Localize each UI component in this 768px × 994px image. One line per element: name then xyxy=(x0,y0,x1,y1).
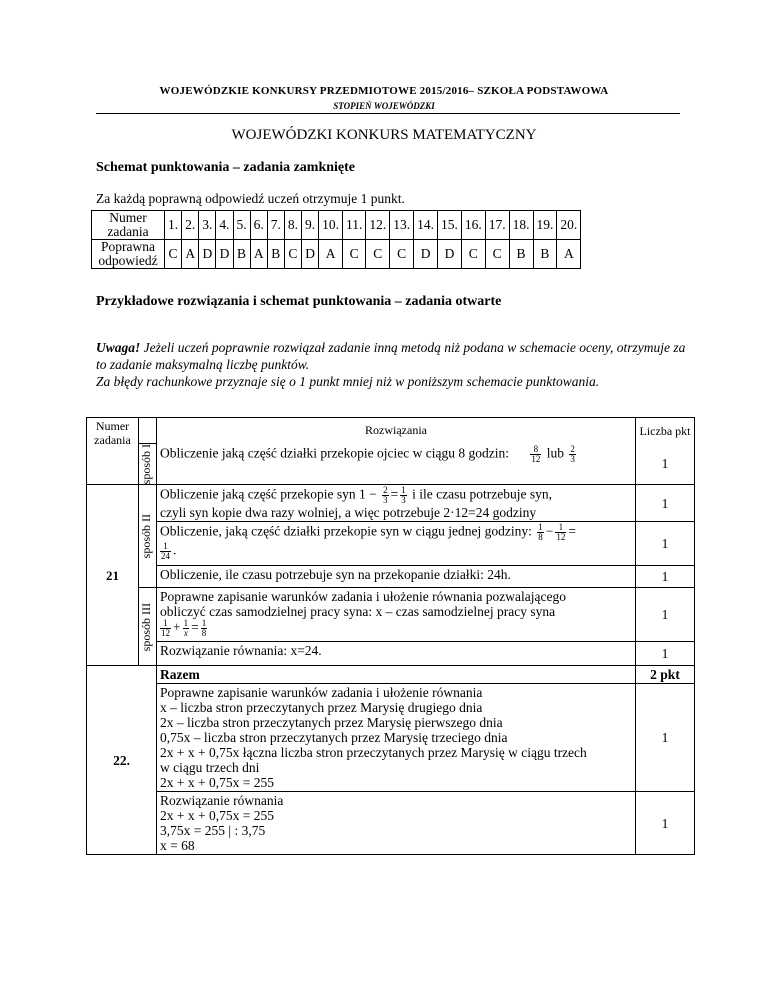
answer-cell: C xyxy=(461,240,485,269)
row-3-pts: 1 xyxy=(636,522,695,566)
task-22-part-b-pts: 1 xyxy=(636,792,695,855)
solution-line: 3,75x = 255 | : 3,75 xyxy=(160,823,266,839)
task-number-cell: 17. xyxy=(485,211,509,240)
answer-cell: C xyxy=(366,240,390,269)
way1-cell xyxy=(139,444,157,485)
solution-line: x – liczba stron przeczytanych przez Marysię drugiego dnia xyxy=(160,700,483,716)
task-number-cell: 19. xyxy=(533,211,557,240)
answer-cell: A xyxy=(319,240,343,269)
task-number-cell: 12. xyxy=(366,211,390,240)
row-4-pts: 1 xyxy=(636,566,695,588)
task-number-cell: 5. xyxy=(233,211,250,240)
page-title: WOJEWÓDZKI KONKURS MATEMATYCZNY xyxy=(231,127,537,143)
task-22-num: 22. xyxy=(87,666,157,855)
task-number-cell: 10. xyxy=(319,211,343,240)
answer-cell: B xyxy=(509,240,533,269)
row-3: Obliczenie, jaką część działki przekopie syn w ciągu jednej godziny: $\frac{1}{8}$ − $\frac{1}{12}$ = $\frac{1}{24}$ . xyxy=(157,522,636,566)
answer-table xyxy=(91,210,581,269)
task-number-cell: 11. xyxy=(343,211,366,240)
answer-cell: B xyxy=(233,240,250,269)
open-note xyxy=(96,339,696,390)
way3-label: sposób III xyxy=(139,602,153,651)
way1-label: sposób I xyxy=(139,444,153,485)
note-text-1: Jeżeli uczeń poprawnie rozwiązał zadanie inną metodą niż podana w schemacie oceny, otrzymuje za to zadanie maksymalną liczbę punktów. xyxy=(96,340,686,372)
solutions-table xyxy=(86,417,695,855)
solution-line: x = 68 xyxy=(160,838,195,854)
answer-cell: C xyxy=(343,240,366,269)
row-5: Poprawne zapisanie warunków zadania i ułożenie równania pozwalającego obliczyć czas samodzielnej pracy syna: x – czas samodzielnej pracy syna $\frac{1}{12}$ + $\frac{1}{x}$ = $\frac{1}{8}$ xyxy=(157,588,636,642)
solution-line: 2x – liczba stron przeczytanych przez Marysię pierwszego dnia xyxy=(160,715,503,731)
answer-cell: C xyxy=(165,240,182,269)
row-2: Obliczenie jaką część przekopie syn 1 − $\frac{2}{3}$ = $\frac{1}{3}$ i ile czasu potrzebuje syn, czyli syn kopie dwa razy wolniej, a więc potrzebuje 2·12=24 godziny xyxy=(157,485,636,522)
header-line-2: STOPIEŃ WOJEWÓDZKI xyxy=(333,101,435,111)
solution-line: 2x + x + 0,75x = 255 xyxy=(160,808,274,824)
note-label: Uwaga! xyxy=(96,340,141,355)
row-5-pts: 1 xyxy=(636,588,695,642)
answer-cell: B xyxy=(267,240,284,269)
task-22-part-b xyxy=(157,792,636,855)
row-1-pts: 1 xyxy=(636,444,695,485)
solution-line: Rozwiązanie równania xyxy=(160,793,284,809)
total-pts: 2 pkt xyxy=(636,666,695,684)
label-num: Numer zadania xyxy=(92,211,165,240)
task-number-cell: 14. xyxy=(414,211,438,240)
task-number-cell: 8. xyxy=(284,211,301,240)
task-number-cell: 18. xyxy=(509,211,533,240)
task-number-cell: 9. xyxy=(302,211,319,240)
task-22-part-a-pts: 1 xyxy=(636,684,695,792)
solution-line: 2x + x + 0,75x łączna liczba stron przeczytanych przez Marysię w ciągu trzech xyxy=(160,745,587,761)
header-rule xyxy=(96,113,680,114)
answer-cell: B xyxy=(533,240,557,269)
row-6-pts: 1 xyxy=(636,642,695,666)
task-22-part-a xyxy=(157,684,636,792)
answer-cell: A xyxy=(250,240,267,269)
task-21-num: 21 xyxy=(87,485,139,666)
answer-cell: A xyxy=(182,240,199,269)
row-4: Obliczenie, ile czasu potrzebuje syn na przekopanie działki: 24h. xyxy=(157,566,636,588)
way2-label: sposób II xyxy=(139,514,153,559)
answer-cell: C xyxy=(390,240,414,269)
task-number-cell: 15. xyxy=(438,211,462,240)
answer-cell: C xyxy=(485,240,509,269)
row-1: Obliczenie jaką część działki przekopie ojciec w ciągu 8 godzin: $\frac{8}{12}$ lub $\frac{2}{3}$ xyxy=(157,444,636,485)
answer-cell: C xyxy=(284,240,301,269)
answer-cell: D xyxy=(438,240,462,269)
answer-cell: D xyxy=(302,240,319,269)
label-ans: Poprawna odpowiedź xyxy=(92,240,165,269)
task-number-cell: 3. xyxy=(199,211,216,240)
note-text-2: Za błędy rachunkowe przyznaje się o 1 punkt mniej niż w poniższym schemacie punktowania. xyxy=(96,374,600,389)
solution-line: Poprawne zapisanie warunków zadania i ułożenie równania xyxy=(160,685,483,701)
task-number-cell: 1. xyxy=(165,211,182,240)
answer-cell: D xyxy=(199,240,216,269)
task-number-cell: 7. xyxy=(267,211,284,240)
total-label: Razem xyxy=(157,666,636,684)
answer-cell: D xyxy=(216,240,233,269)
task-number-cell: 16. xyxy=(461,211,485,240)
header-line-1: WOJEWÓDZKIE KONKURSY PRZEDMIOTOWE 2015/2016– SZKOŁA PODSTAWOWA xyxy=(159,85,609,97)
row-2-pts: 1 xyxy=(636,485,695,522)
way2-cell xyxy=(139,485,157,588)
task-number-cell: 6. xyxy=(250,211,267,240)
solution-line: w ciągu trzech dni xyxy=(160,760,260,776)
task-number-cell: 13. xyxy=(390,211,414,240)
answer-cell: A xyxy=(557,240,581,269)
col-sol-header: Rozwiązania xyxy=(157,418,636,444)
answer-cell: D xyxy=(414,240,438,269)
col-pts-header: Liczba pkt xyxy=(636,418,695,444)
closed-intro: Za każdą poprawną odpowiedź uczeń otrzymuje 1 punkt. xyxy=(96,191,405,206)
solution-line: 0,75x – liczba stron przeczytanych przez Marysię trzeciego dnia xyxy=(160,730,508,746)
task-number-cell: 20. xyxy=(557,211,581,240)
row-6: Rozwiązanie równania: x=24. xyxy=(157,642,636,666)
col-num-header: Numer zadania xyxy=(87,418,139,485)
task-number-cell: 4. xyxy=(216,211,233,240)
way3-cell xyxy=(139,588,157,666)
task-number-cell: 2. xyxy=(182,211,199,240)
closed-heading: Schemat punktowania – zadania zamknięte xyxy=(96,160,356,175)
solution-line: 2x + x + 0,75x = 255 xyxy=(160,775,274,791)
open-heading: Przykładowe rozwiązania i schemat punktowania – zadania otwarte xyxy=(96,294,502,309)
